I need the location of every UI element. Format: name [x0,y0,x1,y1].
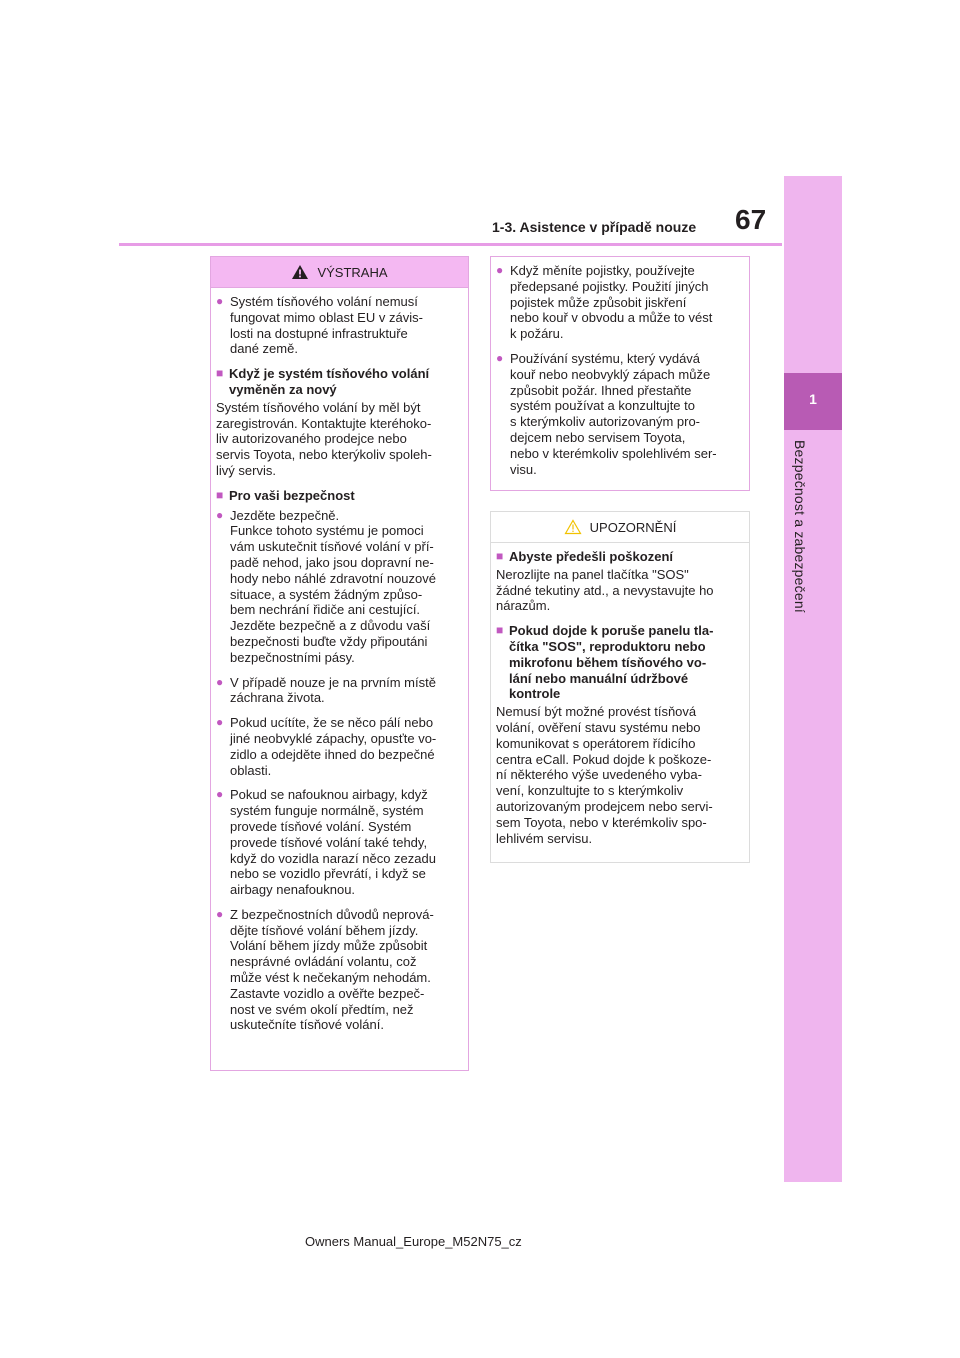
paragraph: Nerozlijte na panel tlačítka "SOS" žádné tekutiny atd., a nevystavujte ho nárazům. [496,566,714,614]
notice-title: UPOZORNĚNÍ [589,519,677,535]
caution-triangle-icon [564,519,582,535]
square-bullet-icon: ■ [216,487,224,502]
warning-continuation-box [490,256,750,491]
bullet-icon: ● [216,715,224,730]
list-item: ● Systém tísňového volání nemusí fungovat mimo oblast EU v závis- losti na dostupné infrastruktuře dané země. [216,294,423,357]
warning-continuation-content [491,257,749,477]
header-rule [119,243,782,246]
notice-content [491,543,749,846]
paragraph: Nemusí být možné provést tísňová volání, ověření stavu systému nebo komunikovat s operátorem řídicího centra eCall. Pokud dojde k poškoze- ní některého výše uvedeného vyba- vení, konzultujte to s kterýmkoliv autorizovaným prodejcem nebo servi- sem Toyota, nebo v kterémkoliv spo- lehlivém servisu. [496,704,713,846]
warning-triangle-icon [291,264,309,280]
list-item: ● Jezděte bezpečně. Funkce tohoto systému je pomoci vám uskutečnit tísňové volání v pří- padě nehod, jako jsou dopravní ne- hody nebo náhlé zdravotní nouzové situace, a systém žádným způso- bem nechrání řidiče ani cestující. Jezděte bezpečně a z důvodu vaší bezpečnosti buďte vždy připoutáni bezpečnostními pásy. [216,507,436,665]
square-bullet-icon: ■ [496,623,504,638]
footer-text: Owners Manual_Europe_M52N75_cz [305,1234,522,1249]
list-item: ● Používání systému, který vydává kouř nebo neobvyklý zápach může způsobit požár. Ihned přestaňte systém používat a konzultujte to s kterýmkoliv autorizovaným pro- dejcem nebo servisem Toyota, nebo v kterémkoliv spolehlivém ser- visu. [496,350,717,477]
list-item: ● Když měníte pojistky, používejte předepsané pojistky. Použití jiných pojistek může způsobit jiskření nebo kouř v obvodu a může to vést k požáru. [496,263,713,342]
page-number: 67 [735,204,767,235]
warning-box [210,256,469,1071]
square-bullet-icon: ■ [216,366,224,381]
chapter-number: 1 [809,391,817,407]
subheading: ■ Abyste předešli poškození [496,549,673,564]
notice-box-header [491,512,749,543]
list-item: ● Pokud se nafouknou airbagy, když systém funguje normálně, systém provede tísňové volání. Systém provede tísňové volání také tehdy, když do vozidla narazí něco zezadu nebo se vozidlo převrátí, i když se airbagy nenafouknou. [216,787,436,898]
bullet-icon: ● [216,294,224,308]
subheading: ■ Když je systém tísňového volání vyměněn za nový [216,366,430,397]
paragraph: Systém tísňového volání by měl být zaregistrován. Kontaktujte kteréhoko- liv autorizovaného prodejce nebo servis Toyota, nebo kterýkoliv spoleh- livý servis. [216,399,432,478]
warning-title: VÝSTRAHA [317,264,388,280]
list-item: ● Pokud ucítíte, že se něco pálí nebo jiné neobvyklé zápachy, opusťte vo- zidlo a odejděte ihned do bezpečné oblasti. [216,715,437,778]
list-item: ● Z bezpečnostních důvodů neprová- dějte tísňové volání během jízdy. Volání během jízdy může způsobit nesprávné ovládání volantu, což může vést k nečekaným nehodám. Zastavte vozidlo a ověřte bezpeč- nost ve svém okolí předtím, než uskutečníte tísňové volání. [216,906,434,1033]
subheading: ■ Pro vaši bezpečnost [216,487,355,503]
chapter-label: Bezpečnost a zabezpečení [792,440,808,613]
subheading: ■ Pokud dojde k poruše panelu tla- čítka "SOS", reproduktoru nebo mikrofonu během tísňového vo- lání nebo manuální údržbové kontrole [496,623,714,702]
bullet-icon: ● [216,906,224,921]
warning-content [211,288,468,1033]
square-bullet-icon: ■ [496,549,504,563]
list-item: ● V případě nouze je na prvním místě záchrana života. [216,674,436,706]
bullet-icon: ● [216,674,224,689]
bullet-icon: ● [216,787,224,802]
bullet-icon: ● [216,507,224,522]
bullet-icon: ● [496,350,504,365]
warning-box-header [211,257,468,288]
section-title: 1-3. Asistence v případě nouze [492,219,697,235]
notice-box [490,511,750,863]
chapter-side-tab [784,176,842,1182]
bullet-icon: ● [496,263,504,277]
